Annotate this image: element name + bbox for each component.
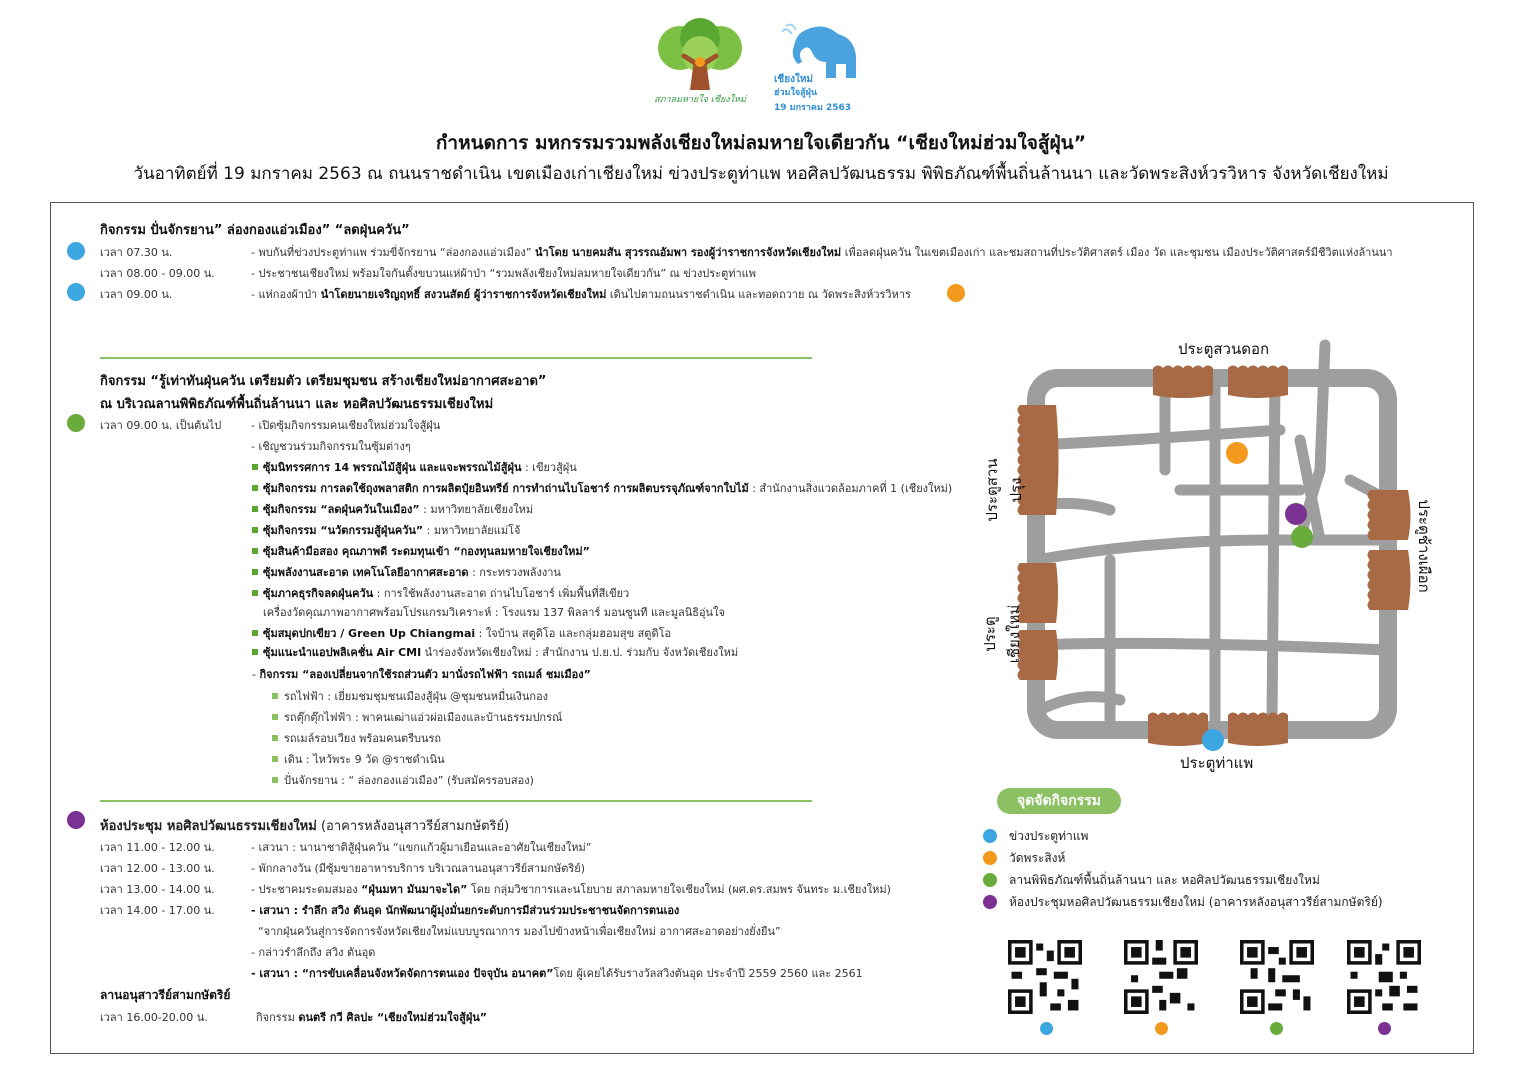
gate-label-chang-phueak: ประตูช้างเผือก: [1415, 499, 1433, 593]
qr-marker-green: [1270, 1022, 1283, 1035]
s3-continued: - กล่าวรำลึกถึง สวิง ตันอุด: [251, 946, 376, 959]
transit-item: รถตุ๊กตุ๊กไฟฟ้า : พาคนเฒ่าแอ่วผ่อเมืองและบ้านธรรมปกรณ์: [272, 708, 562, 726]
page-subtitle: วันอาทิตย์ที่ 19 มกราคม 2563 ณ ถนนราชดำเนิน เขตเมืองเก่าเชียงใหม่ ข่วงประตูท่าแพ หอศิลปวัฒนธรรม พิพิธภัณฑ์พื้นถิ่นล้านนา และวัดพระสิงห์วรวิหาร จังหวัดเชียงใหม่: [133, 164, 1389, 184]
legend-item: ห้องประชุมหอศิลปวัฒนธรรมเชียงใหม่ (อาคารหลังอนุสาวรีย์สามกษัตริย์): [983, 893, 1383, 912]
s2-time: เวลา 09.00 น. เป็นต้นไป: [100, 419, 222, 432]
gate-label-suan-dok: ประตูสวนดอก: [1178, 340, 1270, 358]
qr-code-tha-phae[interactable]: [1008, 940, 1082, 1014]
logo-line2: ฮ่วมใจสู้ฝุ่น: [774, 88, 818, 98]
marker-green: [67, 414, 85, 432]
map-marker-green: [1291, 526, 1313, 548]
s1-time: เวลา 09.00 น.: [100, 288, 173, 301]
transit-heading: - กิจกรรม “ลองเปลี่ยนจากใช้รถส่วนตัว มานั่งรถไฟฟ้า รถเมล์ ชมเมือง”: [252, 668, 591, 681]
qr-code-lanna-museum[interactable]: [1240, 940, 1314, 1014]
logo-bar: [0, 18, 1522, 118]
s3-continued: “จากฝุ่นควันสู่การจัดการจังหวัดเชียงใหม่แบบบูรณาการ มองไปข้างหน้าเพื่อเชียงใหม่ อากาศสะอาดอย่างยั่งยืน”: [258, 925, 781, 938]
transit-item: เดิน : ไหว้พระ 9 วัด @ราชดำเนิน: [272, 750, 445, 768]
s1-row-text: - ประชาชนเชียงใหม่ พร้อมใจกันตั้งขบวนแห่ผ้าป่า “รวมพลังเชียงใหม่ลมหายใจเดียวกัน” ณ ข่วงประตูท่าแพ: [251, 267, 757, 280]
s3-time: เวลา 16.00-20.00 น.: [100, 1011, 208, 1024]
section1-heading: กิจกรรม ปั่นจักรยาน” ล่องกองแอ่วเมือง” “ลดฝุ่นควัน”: [100, 223, 410, 238]
booth-item: ซุ้มกิจกรรม “ลดฝุ่นควันในเมือง” : มหาวิทยาลัยเชียงใหม่: [252, 500, 533, 518]
logo-line3: 19 มกราคม 2563: [774, 103, 852, 113]
logo-caption: สภาลมหายใจ เชียงใหม่: [654, 95, 746, 105]
legend-item: ข่วงประตูท่าแพ: [983, 827, 1088, 846]
transit-item: รถไฟฟ้า : เยี่ยมชมชุมชนเมืองสู้ฝุ่น @ชุมชนหมื่นเงินกอง: [272, 687, 548, 705]
old-city-map: [975, 330, 1445, 780]
s1-time: เวลา 08.00 - 09.00 น.: [100, 267, 215, 280]
s3-row-text: - เสวนา : รำลึก สวิง ตันอุด นักพัฒนาผู้มุ่งมั่นยกระดับการมีส่วนร่วมประชาชนจัดการตนเอง: [251, 904, 680, 917]
qr-marker-purple: [1378, 1022, 1391, 1035]
legend-item: วัดพระสิงห์: [983, 849, 1065, 868]
gate-label-chiang-mai: ประตูเชียงใหม่: [981, 604, 1023, 664]
gate-label-suan-prung: ประตูสวนปรุง: [983, 458, 1025, 522]
s3-time: เวลา 14.00 - 17.00 น.: [100, 904, 215, 917]
booth-item: ซุ้มกิจกรรม การลดใช้ถุงพลาสติก การผลิตปุ๋ยอินทรีย์ การทำถ่านไบโอชาร์ การผลิตบรรจุภัณฑ์จากใบไม้ : สำนักงานสิ่งแวดล้อมภาคที่ 1 (เชียงใหม่): [252, 479, 952, 497]
s3-continued: - เสวนา : “การขับเคลื่อนจังหวัดจัดการตนเอง ปัจจุบัน อนาคต”โดย ผู้เคยได้รับรางวัลสวิงตันอุด ประจำปี 2559 2560 และ 2561: [251, 967, 863, 980]
marker-blue: [67, 283, 85, 301]
booth-item-continued: เครื่องวัดคุณภาพอากาศพร้อมโปรแกรมวิเคราะห์ : โรงแรม 137 พิลลาร์ มอนซูนที และมูลนิธิอุ่นใจ: [263, 606, 725, 619]
city-roads: [1036, 345, 1388, 720]
s3-time: เวลา 12.00 - 13.00 น.: [100, 862, 215, 875]
legend-title: จุดจัดกิจกรรม: [997, 788, 1121, 814]
legend-item: ลานพิพิธภัณฑ์พื้นถิ่นล้านนา และ หอศิลปวัฒนธรรมเชียงใหม่: [983, 871, 1320, 890]
qr-marker-blue: [1040, 1022, 1053, 1035]
breath-council-logo: [650, 18, 750, 118]
s1-row-text: - แห่กองผ้าป่า นำโดยนายเจริญฤทธิ์ สงวนสัตย์ ผู้ว่าราชการจังหวัดเชียงใหม่ เดินไปตามถนนราชดำเนิน และทอดถวาย ณ วัดพระสิงห์วรวิหาร: [251, 288, 911, 301]
qr-marker-orange: [1155, 1022, 1168, 1035]
booth-item: ซุ้มสินค้ามือสอง คุณภาพดี ระดมทุนเข้า “กองทุนลมหายใจเชียงใหม่”: [252, 542, 590, 560]
booth-item: ซุ้มกิจกรรม “นวัตกรรมสู้ฝุ่นควัน” : มหาวิทยาลัยแม่โจ้: [252, 521, 520, 539]
booth-item: ซุ้มสมุดปกเขียว / Green Up Chiangmai : ใจบ้าน สตูดิโอ และกลุ่มฮอมสุข สตูดิโอ: [252, 624, 671, 642]
s2-line: - เชิญชวนร่วมกิจกรรมในซุ้มต่างๆ: [251, 440, 411, 453]
transit-item: ปั่นจักรยาน : “ ล่องกองแอ่วเมือง” (รับสมัครรอบสอง): [272, 771, 534, 789]
marker-orange: [947, 284, 965, 302]
qr-code-art-center[interactable]: [1347, 940, 1421, 1014]
section2-venue: ณ บริเวณลานพิพิธภัณฑ์พื้นถิ่นล้านนา และ หอศิลปวัฒนธรรมเชียงใหม่: [100, 397, 494, 412]
page-title: กำหนดการ มหกรรมรวมพลังเชียงใหม่ลมหายใจเดียวกัน “เชียงใหม่ฮ่วมใจสู้ฝุ่น”: [435, 132, 1087, 154]
s3-row-text: กิจกรรม ดนตรี กวี ศิลปะ “เชียงใหม่ฮ่วมใจสู้ฝุ่น”: [256, 1011, 488, 1024]
booth-item: ซุ้มแนะนำแอปพลิเคชั่น Air CMI นำร่องจังหวัดเชียงใหม่ : สำนักงาน ป.ย.ป. ร่วมกับ จังหวัดเชียงใหม่: [252, 643, 738, 661]
transit-item: รถเมล์รอบเวียง พร้อมคนตรีบนรถ: [272, 729, 441, 747]
booth-item: ซุ้มพลังงานสะอาด เทคโนโลยีอากาศสะอาด : กระทรวงพลังงาน: [252, 563, 561, 581]
section-divider: [100, 800, 812, 802]
booth-item: ซุ้มนิทรรศการ 14 พรรณไม้สู้ฝุ่น และแจะพรรณไม้สู้ฝุ่น : เขียวสู้ฝุ่น: [252, 458, 577, 476]
s3-row-text: - ประชาคมระดมสมอง “ฝุ่นมหา มันมาจะได” โดย กลุ่มวิชาการและนโยบาย สภาลมหายใจเชียงใหม่ (ผศ.ดร.สมพร จันทระ ม.เชียงใหม่): [251, 883, 891, 896]
section2-heading: กิจกรรม “รู้เท่าทันฝุ่นควัน เตรียมตัว เตรียมชุมชน สร้างเชียงใหม่อากาศสะอาด”: [100, 374, 547, 389]
section3-heading: ห้องประชุม หอศิลปวัฒนธรรมเชียงใหม่ (อาคารหลังอนุสาวรีย์สามกษัตริย์): [100, 819, 510, 834]
qr-code-wat-phra-singh[interactable]: [1124, 940, 1198, 1014]
marker-blue: [67, 242, 85, 260]
s1-time: เวลา 07.30 น.: [100, 246, 173, 259]
map-marker-blue: [1202, 729, 1224, 751]
map-marker-purple: [1285, 503, 1307, 525]
gate-label-tha-phae: ประตูท่าแพ: [1180, 754, 1254, 772]
map-marker-orange: [1226, 442, 1248, 464]
s3-time: เวลา 11.00 - 12.00 น.: [100, 841, 215, 854]
logo-line1: เชียงใหม่: [774, 74, 814, 85]
section-divider: [100, 357, 812, 359]
campaign-elephant-logo: [772, 22, 872, 118]
s3-time: เวลา 13.00 - 14.00 น.: [100, 883, 215, 896]
s2-line: - เปิดซุ้มกิจกรรมคนเชียงใหม่ฮ่วมใจสู้ฝุ่น: [251, 419, 441, 432]
s3-row-text: - เสวนา : นานาชาติสู้ฝุ่นควัน “แขกแก้วผู้มาเยือนและอาศัยในเชียงใหม่”: [251, 841, 592, 854]
s1-row-text: - พบกันที่ข่วงประตูท่าแพ ร่วมขี่จักรยาน “ล่องกองแอ่วเมือง” นำโดย นายคมสัน สุวรรณอัมพา รองผู้ว่าราชการจังหวัดเชียงใหม่ เพื่อลดฝุ่นควัน ในเขตเมืองเก่า และชมสถานที่ประวัติศาสตร์ เมือง วัด และชุมชน เมืองประวัติศาสตร์มีชีวิตแห่งล้านนา: [251, 246, 1393, 259]
booth-item: ซุ้มภาคธุรกิจลดฝุ่นควัน : การใช้พลังงานสะอาด ถ่านไบโอชาร์ เพิ่มพื้นที่สีเขียว: [252, 584, 629, 602]
venue-heading: ลานอนุสาวรีย์สามกษัตริย์: [100, 988, 231, 1002]
s3-row-text: - พักกลางวัน (มีซุ้มขายอาหารบริการ บริเวณลานอนุสาวรีย์สามกษัตริย์): [251, 862, 586, 875]
marker-purple: [67, 811, 85, 829]
